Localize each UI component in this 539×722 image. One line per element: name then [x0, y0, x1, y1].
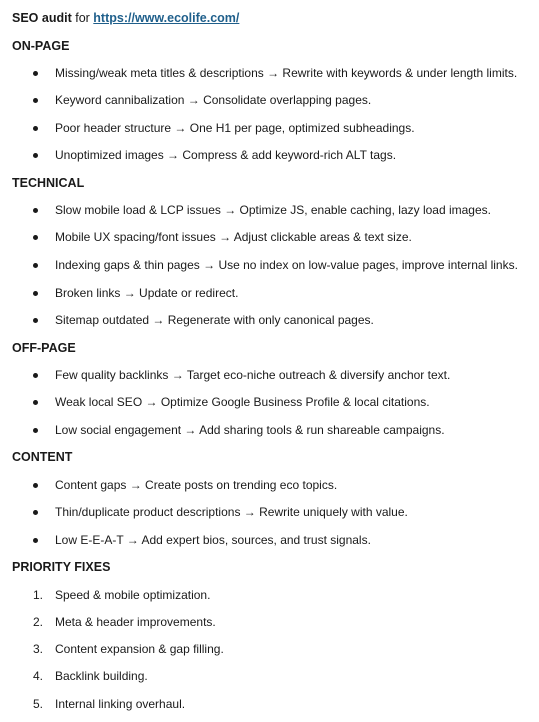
item-number: 4. — [33, 669, 44, 683]
bullet-icon — [33, 263, 38, 268]
list-item — [0, 532, 539, 548]
list-item-text: Internal linking overhaul. — [55, 697, 186, 711]
list-item — [0, 367, 539, 383]
list-item — [0, 477, 539, 493]
title-for: for — [75, 11, 90, 25]
list-item-text: Content expansion & gap filling. — [55, 642, 224, 656]
list-item-text: Broken links → Update or redirect. — [55, 286, 239, 300]
list-item-text: Missing/weak meta titles & descriptions → Rewrite with keywords & under length limits. — [55, 66, 518, 80]
bullet-icon — [33, 235, 38, 240]
list-item — [0, 312, 539, 328]
list-item-text: Low E-E-A-T → Add expert bios, sources, and trust signals. — [55, 533, 371, 547]
section-heading-off-page: OFF-PAGE — [12, 341, 76, 355]
list-item-text: Meta & header improvements. — [55, 615, 216, 629]
numbered-item — [0, 587, 539, 603]
bullet-icon — [33, 428, 38, 433]
list-item — [0, 120, 539, 136]
list-item-text: Speed & mobile optimization. — [55, 588, 211, 602]
list-item — [0, 285, 539, 301]
item-number: 3. — [33, 642, 44, 656]
section-heading-content: CONTENT — [12, 450, 73, 464]
list-item-text: Backlink building. — [55, 669, 148, 683]
bullet-icon — [33, 208, 38, 213]
item-number: 2. — [33, 615, 44, 629]
list-item — [0, 65, 539, 81]
list-item-text: Content gaps → Create posts on trending eco topics. — [55, 478, 338, 492]
item-number: 5. — [33, 697, 44, 711]
bullet-icon — [33, 538, 38, 543]
section-heading-priority-fixes: PRIORITY FIXES — [12, 560, 111, 574]
site-url-link[interactable]: https://www.ecolife.com/ — [93, 11, 240, 25]
bullet-icon — [33, 318, 38, 323]
list-item-text: Unoptimized images → Compress & add keyword-rich ALT tags. — [55, 148, 397, 162]
list-item — [0, 394, 539, 410]
bullet-icon — [33, 98, 38, 103]
list-item — [0, 229, 539, 245]
list-item — [0, 504, 539, 520]
list-item-text: Weak local SEO → Optimize Google Business Profile & local citations. — [55, 395, 430, 409]
bullet-icon — [33, 153, 38, 158]
list-item-text: Keyword cannibalization → Consolidate overlapping pages. — [55, 93, 372, 107]
section-heading-on-page: ON-PAGE — [12, 39, 70, 53]
list-item-text: Sitemap outdated → Regenerate with only canonical pages. — [55, 313, 374, 327]
item-number: 1. — [33, 588, 44, 602]
bullet-icon — [33, 510, 38, 515]
list-item-text: Thin/duplicate product descriptions → Rewrite uniquely with value. — [55, 505, 408, 519]
bullet-icon — [33, 291, 38, 296]
bullet-icon — [33, 71, 38, 76]
numbered-item — [0, 641, 539, 657]
title-label: SEO audit — [12, 11, 72, 25]
list-item-text: Poor header structure → One H1 per page, optimized subheadings. — [55, 121, 415, 135]
bullet-icon — [33, 483, 38, 488]
list-item-text: Mobile UX spacing/font issues → Adjust clickable areas & text size. — [55, 230, 412, 244]
bullet-icon — [33, 126, 38, 131]
list-item — [0, 202, 539, 218]
list-item — [0, 422, 539, 438]
bullet-icon — [33, 373, 38, 378]
list-item-text: Indexing gaps & thin pages → Use no index on low-value pages, improve internal links. — [55, 258, 518, 272]
bullet-icon — [33, 400, 38, 405]
list-item-text: Few quality backlinks → Target eco-niche outreach & diversify anchor text. — [55, 368, 451, 382]
list-item — [0, 257, 539, 273]
numbered-item — [0, 668, 539, 684]
numbered-item — [0, 614, 539, 630]
document-title — [12, 10, 239, 26]
list-item — [0, 92, 539, 108]
list-item-text: Low social engagement → Add sharing tools & run shareable campaigns. — [55, 423, 445, 437]
list-item-text: Slow mobile load & LCP issues → Optimize JS, enable caching, lazy load images. — [55, 203, 491, 217]
numbered-item — [0, 696, 539, 712]
list-item — [0, 147, 539, 163]
section-heading-technical: TECHNICAL — [12, 176, 85, 190]
